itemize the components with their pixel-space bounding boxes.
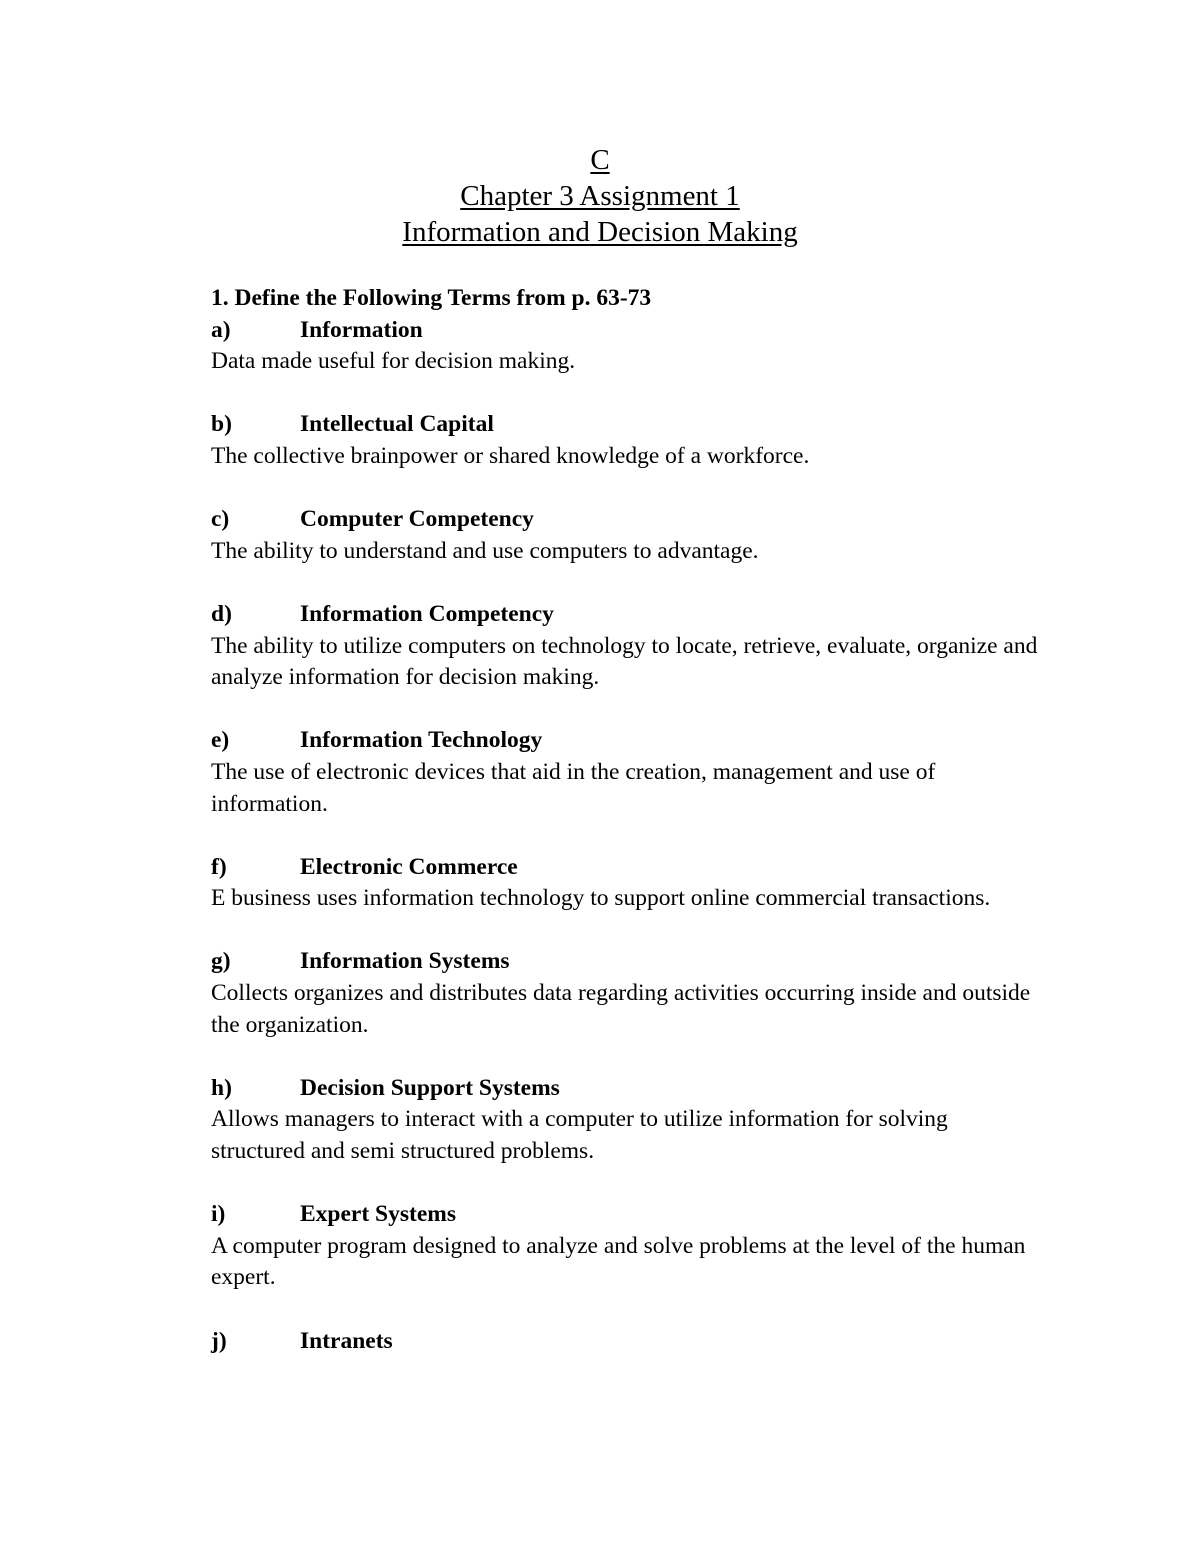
term-heading — [211, 1199, 1041, 1231]
term-name: Intellectual Capital — [300, 411, 494, 438]
term-heading — [211, 946, 1041, 978]
term-name: Information — [300, 316, 423, 343]
term-item — [211, 946, 1041, 1041]
term-letter: a) — [211, 316, 231, 343]
term-item — [211, 1199, 1041, 1294]
term-name: Decision Support Systems — [300, 1074, 560, 1101]
term-definition: The use of electronic devices that aid in the creation, management and use of information. — [211, 758, 936, 817]
term-letter: g) — [211, 948, 231, 975]
term-definition: The collective brainpower or shared knowledge of a workforce. — [211, 442, 810, 469]
term-item — [211, 409, 1041, 472]
term-name: Information Competency — [300, 600, 554, 627]
term-item — [211, 504, 1041, 567]
term-item — [211, 315, 1041, 378]
term-heading — [211, 1326, 1041, 1358]
term-letter: i) — [211, 1201, 226, 1228]
term-definition: The ability to understand and use computers to advantage. — [211, 537, 759, 564]
term-definition: A computer program designed to analyze and solve problems at the level of the human expert. — [211, 1232, 1026, 1291]
term-item — [211, 725, 1041, 820]
term-item — [211, 1073, 1041, 1168]
term-name: Intranets — [300, 1327, 393, 1354]
term-definition: Allows managers to interact with a computer to utilize information for solving structured and semi structured problems. — [211, 1106, 948, 1165]
term-name: Computer Competency — [300, 506, 534, 533]
document-header — [0, 142, 1200, 250]
term-name: Expert Systems — [300, 1201, 456, 1228]
term-definition: Data made useful for decision making. — [211, 348, 576, 375]
term-letter: b) — [211, 411, 232, 438]
term-definition: The ability to utilize computers on technology to locate, retrieve, evaluate, organize and analyze information for decision making. — [211, 632, 1038, 691]
term-letter: f) — [211, 853, 227, 880]
term-heading — [211, 1073, 1041, 1105]
term-name: Electronic Commerce — [300, 853, 518, 880]
assignment-title: Chapter 3 Assignment 1 — [460, 180, 740, 212]
term-name: Information Systems — [300, 948, 510, 975]
topic-title: Information and Decision Making — [402, 216, 798, 248]
header-letter: C — [590, 144, 610, 176]
term-letter: h) — [211, 1074, 232, 1101]
term-item — [211, 599, 1041, 694]
document-body — [211, 283, 1041, 1389]
term-heading — [211, 725, 1041, 757]
term-item — [211, 852, 1041, 915]
term-name: Information Technology — [300, 727, 543, 754]
term-letter: c) — [211, 506, 230, 533]
term-letter: d) — [211, 600, 232, 627]
term-definition: E business uses information technology to support online commercial transactions. — [211, 885, 991, 912]
term-heading — [211, 409, 1041, 441]
term-letter: e) — [211, 727, 230, 754]
term-item — [211, 1326, 1041, 1358]
term-heading — [211, 504, 1041, 536]
question-heading: 1. Define the Following Terms from p. 63-73 — [211, 285, 652, 311]
term-heading — [211, 315, 1041, 347]
term-heading — [211, 852, 1041, 884]
term-heading — [211, 599, 1041, 631]
term-letter: j) — [211, 1327, 227, 1354]
term-definition: Collects organizes and distributes data regarding activities occurring inside and outside the organization. — [211, 980, 1031, 1038]
